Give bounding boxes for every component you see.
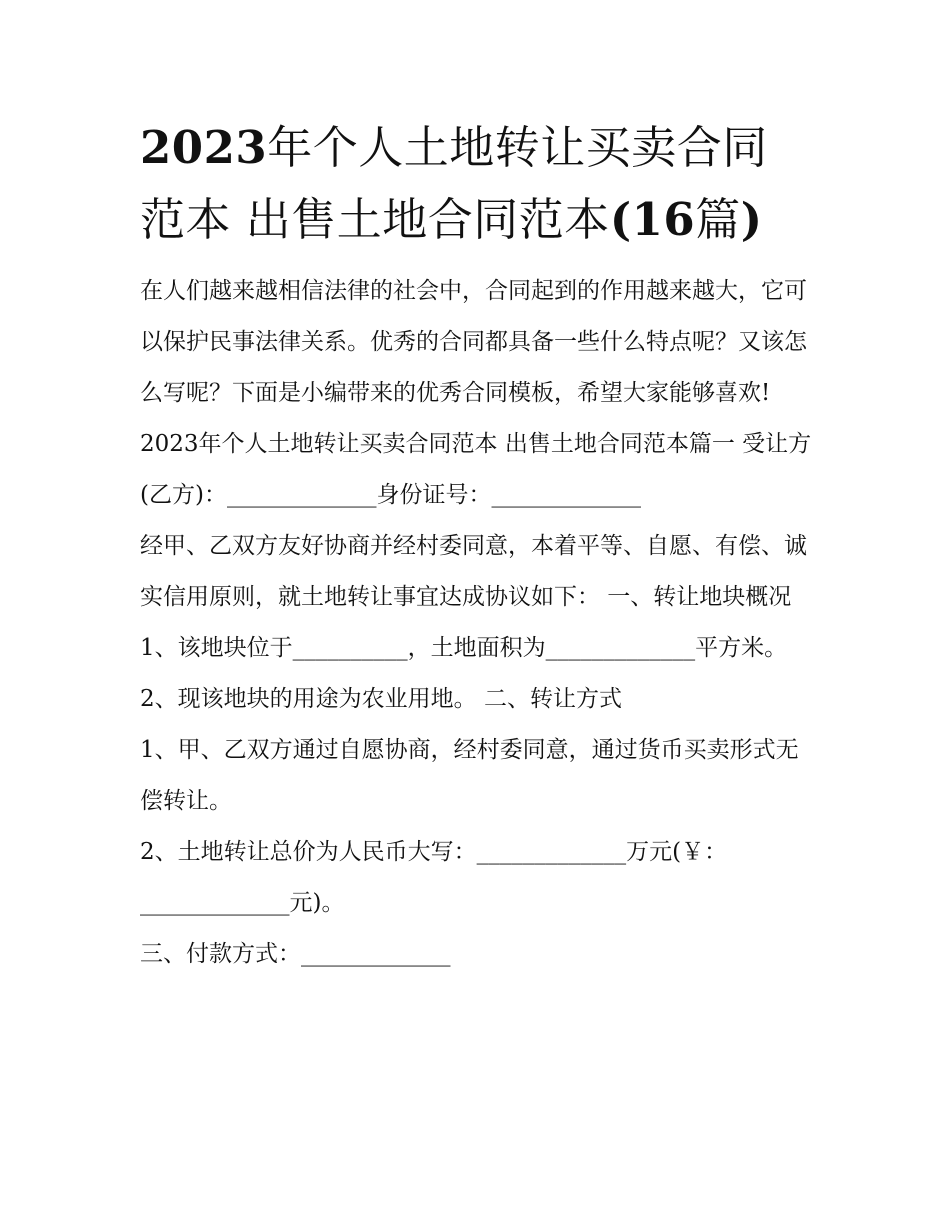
payment-method-paragraph: 三、付款方式：_____________ — [140, 941, 451, 967]
title-year: 2023 — [140, 121, 268, 174]
document-page — [140, 112, 820, 980]
contract-heading-paragraph: 2023年个人土地转让买卖合同范本 出售土地合同范本篇一 受让方(乙方)：_____________身份证号：_____________ — [140, 431, 812, 508]
title-line2-text: 范本 出售土地合同范本 — [140, 193, 610, 246]
document-title — [140, 112, 820, 256]
title-count-unit: 篇 — [695, 193, 741, 246]
total-price-paragraph: 2、土地转让总价为人民币大写：_____________万元(￥：_____________元)。 — [140, 839, 728, 916]
title-line1-text: 年个人土地转让买卖合同 — [267, 121, 768, 174]
intro-paragraph: 在人们越来越相信法律的社会中，合同起到的作用越来越大，它可以保护民事法律关系。优秀的合同都具备一些什么特点呢？又该怎么写呢？下面是小编带来的优秀合同模板，希望大家能够喜欢! — [140, 278, 807, 406]
transfer-method-paragraph: 1、甲、乙双方通过自愿协商，经村委同意，通过货币买卖形式无偿转让。 — [140, 737, 799, 814]
agreement-paragraph: 经甲、乙双方友好协商并经村委同意，本着平等、自愿、有偿、诚实信用原则，就土地转让事宜达成协议如下： 一、转让地块概况 — [140, 533, 807, 610]
title-close-paren: ) — [740, 193, 763, 246]
title-count: (16 — [609, 193, 696, 246]
land-location-paragraph: 1、该地块位于__________，土地面积为_____________平方米。 2、现该地块的用途为农业用地。 二、转让方式 — [140, 635, 788, 712]
